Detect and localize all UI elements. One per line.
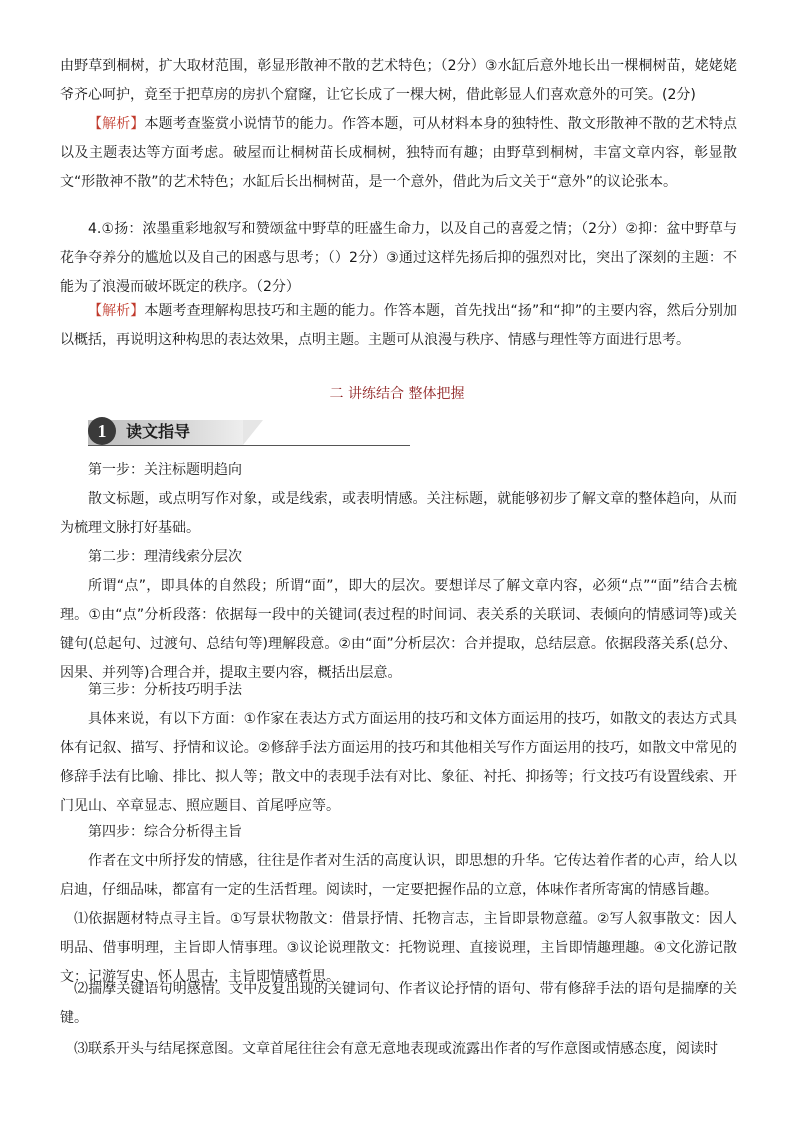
method-2: ⑵揣摩关键语句明感情。文中反复出现的关键词句、作者议论抒情的语句、带有修辞手法的语句是揣摩的关键。 — [60, 981, 737, 1026]
step-2-title: 第二步：理清线索分层次 — [88, 549, 242, 565]
reading-guide-banner — [88, 417, 410, 447]
number-one-icon: 1 — [88, 417, 116, 445]
method-3: ⑶联系开头与结尾探意图。文章首尾往往会有意无意地表现或流露出作者的写作意图或情感态度，阅读时 — [74, 1041, 718, 1057]
analysis-4 — [60, 297, 737, 355]
banner-tail — [243, 420, 263, 445]
step-4-title: 第四步：综合分析得主旨 — [88, 824, 242, 840]
method-1: ⑴依据题材特点寻主旨。①写景状物散文：借景抒情、托物言志，主旨即景物意蕴。②写人叙事散文：因人明品、借事明理，主旨即人情事理。③议论说理散文：托物说理、直接说理，主旨即情趣理趣。④文化游记散文：记游写史、怀人思古，主旨即情感哲思。 — [60, 911, 737, 985]
answer-4: 4.①扬：浓墨重彩地叙写和赞颂盆中野草的旺盛生命力，以及自己的喜爱之情；（2分）②抑：盆中野草与花争夺养分的尴尬以及自己的困惑与思考；（）2分）③通过这样先扬后抑的强烈对比，突出了深刻的主题：不能为了浪漫而破坏既定的秩序。（2分） — [60, 221, 737, 295]
section-title: 二 讲练结合 整体把握 — [329, 386, 465, 402]
analysis-4-label: 【解析】 — [88, 303, 145, 319]
step-1-text: 散文标题，或点明写作对象，或是线索，或表明情感。关注标题，就能够初步了解文章的整体趋向，从而为梳理文脉打好基础。 — [60, 491, 737, 536]
answer-3-continued: 由野草到桐树，扩大取材范围，彰显形散神不散的艺术特色；（2分）③水缸后意外地长出一棵桐树苗，姥姥姥爷齐心呵护，竟至于把草房的房扒个窟窿，让它长成了一棵大树，借此彰显人们喜欢意外的可笑。(2分) — [60, 58, 737, 103]
step-2-text: 所谓“点”，即具体的自然段；所谓“面”，即大的层次。要想详尽了解文章内容，必须“点”“面”结合去梳理。①由“点”分析段落：依据每一段中的关键词(表过程的时间词、表关系的关联词、表倾向的情感词等)或关键句(总起句、过渡句、总结句等)理解段意。②由“面”分析层次：合并提取，总结层意。依据段落关系(总分、因果、并列等)合理合并，提取主要内容，概括出层意。 — [60, 578, 737, 681]
analysis-3-label: 【解析】 — [88, 116, 145, 132]
banner-underline — [88, 445, 410, 446]
analysis-4-text: 本题考查理解构思技巧和主题的能力。作答本题，首先找出“扬”和“抑”的主要内容，然后分别加以概括，再说明这种构思的表达效果，点明主题。主题可从浪漫与秩序、情感与理性等方面进行思考。 — [60, 303, 737, 348]
step-3-title: 第三步：分析技巧明手法 — [88, 682, 242, 698]
banner-label: 读文指导 — [126, 422, 191, 441]
analysis-3 — [60, 110, 737, 197]
step-3-text: 具体来说，有以下方面：①作家在表达方式方面运用的技巧和文体方面运用的技巧，如散文的表达方式具体有记叙、描写、抒情和议论。②修辞手法方面运用的技巧和其他相关写作方面运用的技巧，如散文中常见的修辞手法有比喻、排比、拟人等；散文中的表现手法有对比、象征、衬托、抑扬等；行文技巧有设置线索、开门见山、卒章显志、照应题目、首尾呼应等。 — [60, 711, 737, 814]
analysis-3-text: 本题考查鉴赏小说情节的能力。作答本题，可从材料本身的独特性、散文形散神不散的艺术特点以及主题表达等方面考虑。破屋而让桐树苗长成桐树，独特而有趣；由野草到桐树，丰富文章内容，彰显散文“形散神不散”的艺术特色；水缸后长出桐树苗，是一个意外，借此为后文关于“意外”的议论张本。 — [60, 116, 738, 190]
step-1-title: 第一步：关注标题明趋向 — [88, 462, 242, 478]
step-4-text: 作者在文中所抒发的情感，往往是作者对生活的高度认识，即思想的升华。它传达着作者的心声，给人以启迪，仔细品味，都富有一定的生活哲理。阅读时，一定要把握作品的立意，体味作者所寄寓的情感旨趣。 — [60, 853, 737, 898]
